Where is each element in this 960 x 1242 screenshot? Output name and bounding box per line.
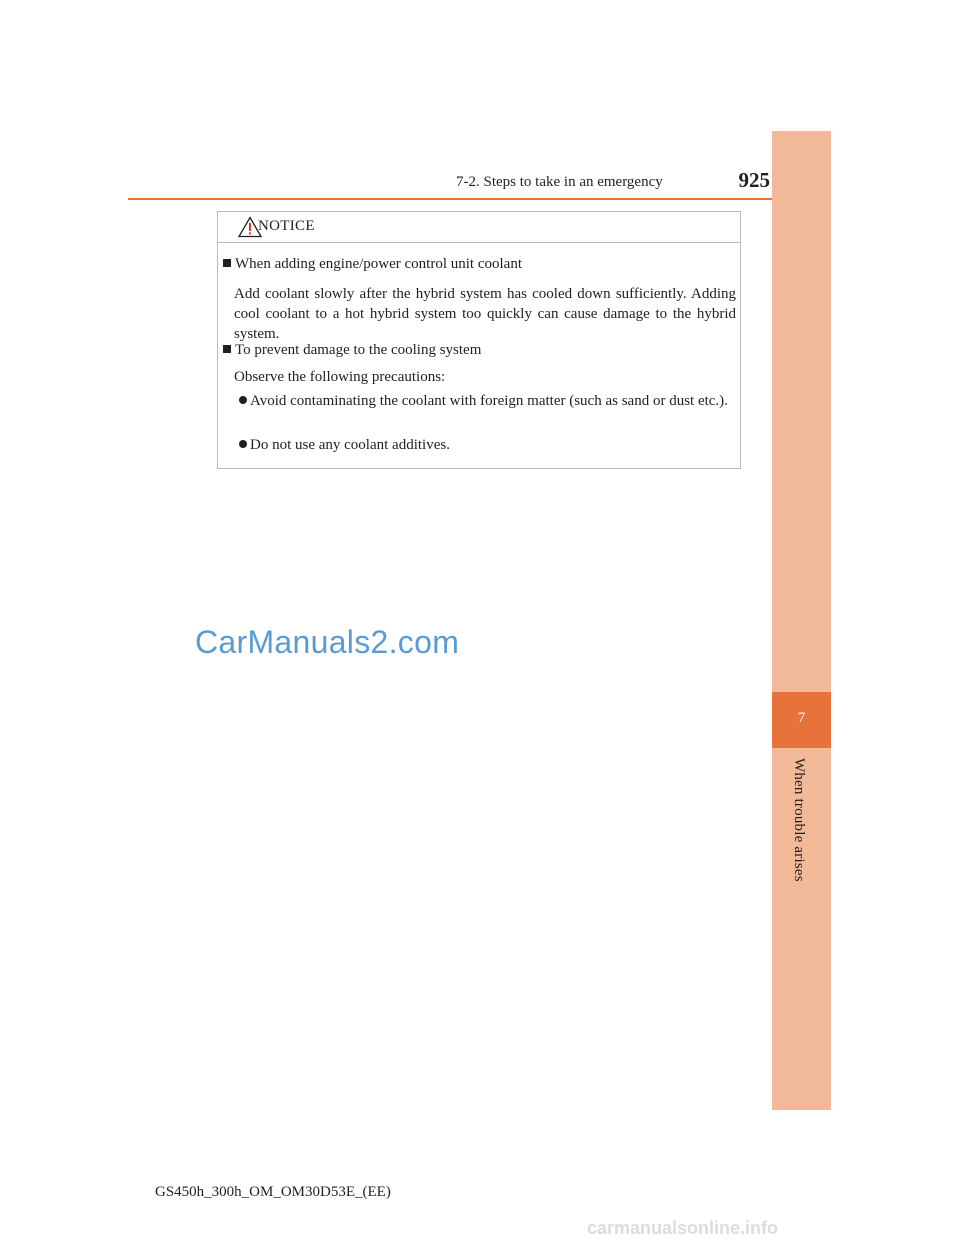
- chapter-side-tab: [772, 131, 831, 1110]
- page-number: 925: [738, 168, 770, 192]
- notice-box: [217, 211, 741, 469]
- bottom-watermark: carmanualsonline.info: [587, 1218, 779, 1238]
- heading-text: When adding engine/power control unit coolant: [235, 256, 522, 272]
- footer-document-code: GS450h_300h_OM_OM30D53E_(EE): [155, 1184, 391, 1200]
- site-watermark: CarManuals2.com: [195, 624, 460, 660]
- notice-paragraph-precautions: Observe the following precautions:: [234, 369, 446, 385]
- notice-heading-adding-coolant: [223, 254, 522, 274]
- precaution-item: [239, 435, 739, 455]
- header-rule: [128, 198, 831, 200]
- section-title: 7-2. Steps to take in an emergency: [456, 174, 663, 190]
- chapter-title: When trouble arises: [791, 758, 807, 882]
- notice-title: NOTICE: [258, 218, 315, 234]
- notice-header: [218, 212, 740, 243]
- precaution-text: Do not use any coolant additives.: [250, 437, 450, 453]
- precaution-item: [239, 391, 739, 411]
- heading-text: To prevent damage to the cooling system: [235, 342, 482, 358]
- notice-heading-cooling-system: [223, 340, 481, 360]
- round-bullet-icon: [239, 396, 247, 404]
- round-bullet-icon: [239, 440, 247, 448]
- precaution-text: Avoid contaminating the coolant with foreign matter (such as sand or dust etc.).: [250, 393, 728, 409]
- square-bullet-icon: [223, 345, 231, 353]
- notice-paragraph-adding-coolant: Add coolant slowly after the hybrid system has cooled down sufficiently. Adding cool coolant to a hot hybrid system too quickly can cause damage to the hybrid system.: [234, 286, 736, 342]
- chapter-number: 7: [797, 710, 806, 726]
- square-bullet-icon: [223, 259, 231, 267]
